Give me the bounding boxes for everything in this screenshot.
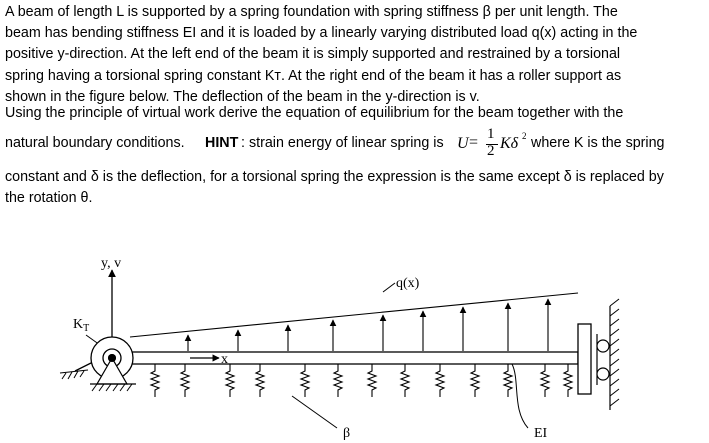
formula-numerator: 1: [487, 126, 495, 142]
foundation-spring: [181, 364, 189, 397]
formula-denominator: 2: [487, 143, 495, 159]
hatch-line: [106, 384, 111, 391]
foundation-spring: [401, 364, 409, 397]
hatch-line: [610, 299, 619, 306]
problem-line-3: positive y-direction. At the left end of the beam it is simply supported and restrained by a torsional: [5, 46, 621, 63]
hatch-line: [80, 371, 84, 377]
hatch-line: [99, 384, 104, 391]
roller-support: [597, 306, 610, 410]
pin-top: [108, 354, 116, 362]
stiffness-label: EI: [534, 426, 548, 441]
hatch-line: [127, 384, 132, 391]
hatch-line: [74, 371, 78, 378]
torsional-spring-K: K: [73, 317, 84, 332]
load-label: q(x): [396, 276, 420, 291]
y-axis-label: y, v: [101, 256, 122, 271]
hatch-line: [610, 399, 619, 406]
hatch-line: [610, 339, 619, 346]
hatch-line: [610, 349, 619, 356]
foundation-spring: [564, 364, 572, 397]
problem-line-1: A beam of length L is supported by a spring foundation with spring stiffness β per unit length. The: [5, 4, 618, 20]
hatch-line: [610, 329, 619, 336]
hint-suffix: where K is the spring: [531, 135, 665, 151]
formula-lhs: U: [457, 135, 469, 152]
hatch-line: [610, 379, 619, 386]
hatch-line: [610, 389, 619, 396]
hatch-line: [610, 369, 619, 376]
foundation-spring: [226, 364, 234, 397]
foundation-label: β: [343, 426, 351, 441]
problem-line-5: shown in the figure below. The deflection of the beam in the y-direction is v.: [5, 88, 480, 105]
foundation-spring: [368, 364, 376, 397]
load-arrows: [188, 299, 548, 351]
closing-line-2: the rotation θ.: [5, 190, 93, 207]
hint-prefix: natural boundary conditions.: [5, 135, 185, 151]
formula-rhs: Kδ: [500, 135, 519, 152]
foundation-spring: [256, 364, 264, 397]
roller: [597, 368, 609, 380]
foundation-spring: [541, 364, 549, 397]
foundation-spring: [504, 364, 512, 397]
foundation-label-leader: [292, 396, 337, 428]
hint-label: HINT: [205, 135, 239, 151]
hatch-line: [610, 309, 619, 316]
foundation-springs: [151, 364, 572, 397]
foundation-spring: [151, 364, 159, 397]
hatch-line: [120, 384, 125, 391]
foundation-spring: [334, 364, 342, 397]
torsional-spring-label: [73, 317, 89, 334]
problem-line-4: spring having a torsional spring constant Kᴛ. At the right end of the beam it has a roller support as: [5, 67, 622, 84]
formula-exponent: 2: [522, 131, 527, 141]
left-wall-hatch: [60, 370, 88, 379]
roller: [597, 340, 609, 352]
hatch-line: [92, 384, 97, 391]
stiffness-label-leader: [512, 364, 528, 428]
hatch-line: [610, 319, 619, 326]
right-wall-hatch: [610, 299, 619, 406]
problem-line-2: beam has bending stiffness EI and it is loaded by a linearly varying distributed load q(x) acting in the: [5, 25, 638, 42]
closing-line-1: constant and δ is the deflection, for a torsional spring the expression is the same except δ is replaced by: [5, 169, 664, 185]
hatch-line: [68, 372, 72, 379]
load-envelope-line: [130, 293, 578, 337]
foundation-spring: [471, 364, 479, 397]
x-axis-label: x: [221, 352, 228, 367]
ground-hatch: [92, 384, 132, 391]
load-label-leader: [383, 283, 395, 292]
foundation-spring: [436, 364, 444, 397]
torsional-spring-arm: [75, 363, 91, 371]
hatch-line: [610, 359, 619, 366]
hint-text: : strain energy of linear spring is: [241, 135, 444, 151]
hatch-line: [113, 384, 118, 391]
instruction-text: Using the principle of virtual work derive the equation of equilibrium for the beam together with the: [5, 105, 624, 121]
end-plate: [578, 324, 591, 394]
formula-equals: =: [469, 134, 479, 151]
torsional-spring-sub: T: [83, 323, 90, 334]
foundation-spring: [301, 364, 309, 397]
hatch-line: [62, 373, 66, 379]
beam: [112, 352, 578, 364]
